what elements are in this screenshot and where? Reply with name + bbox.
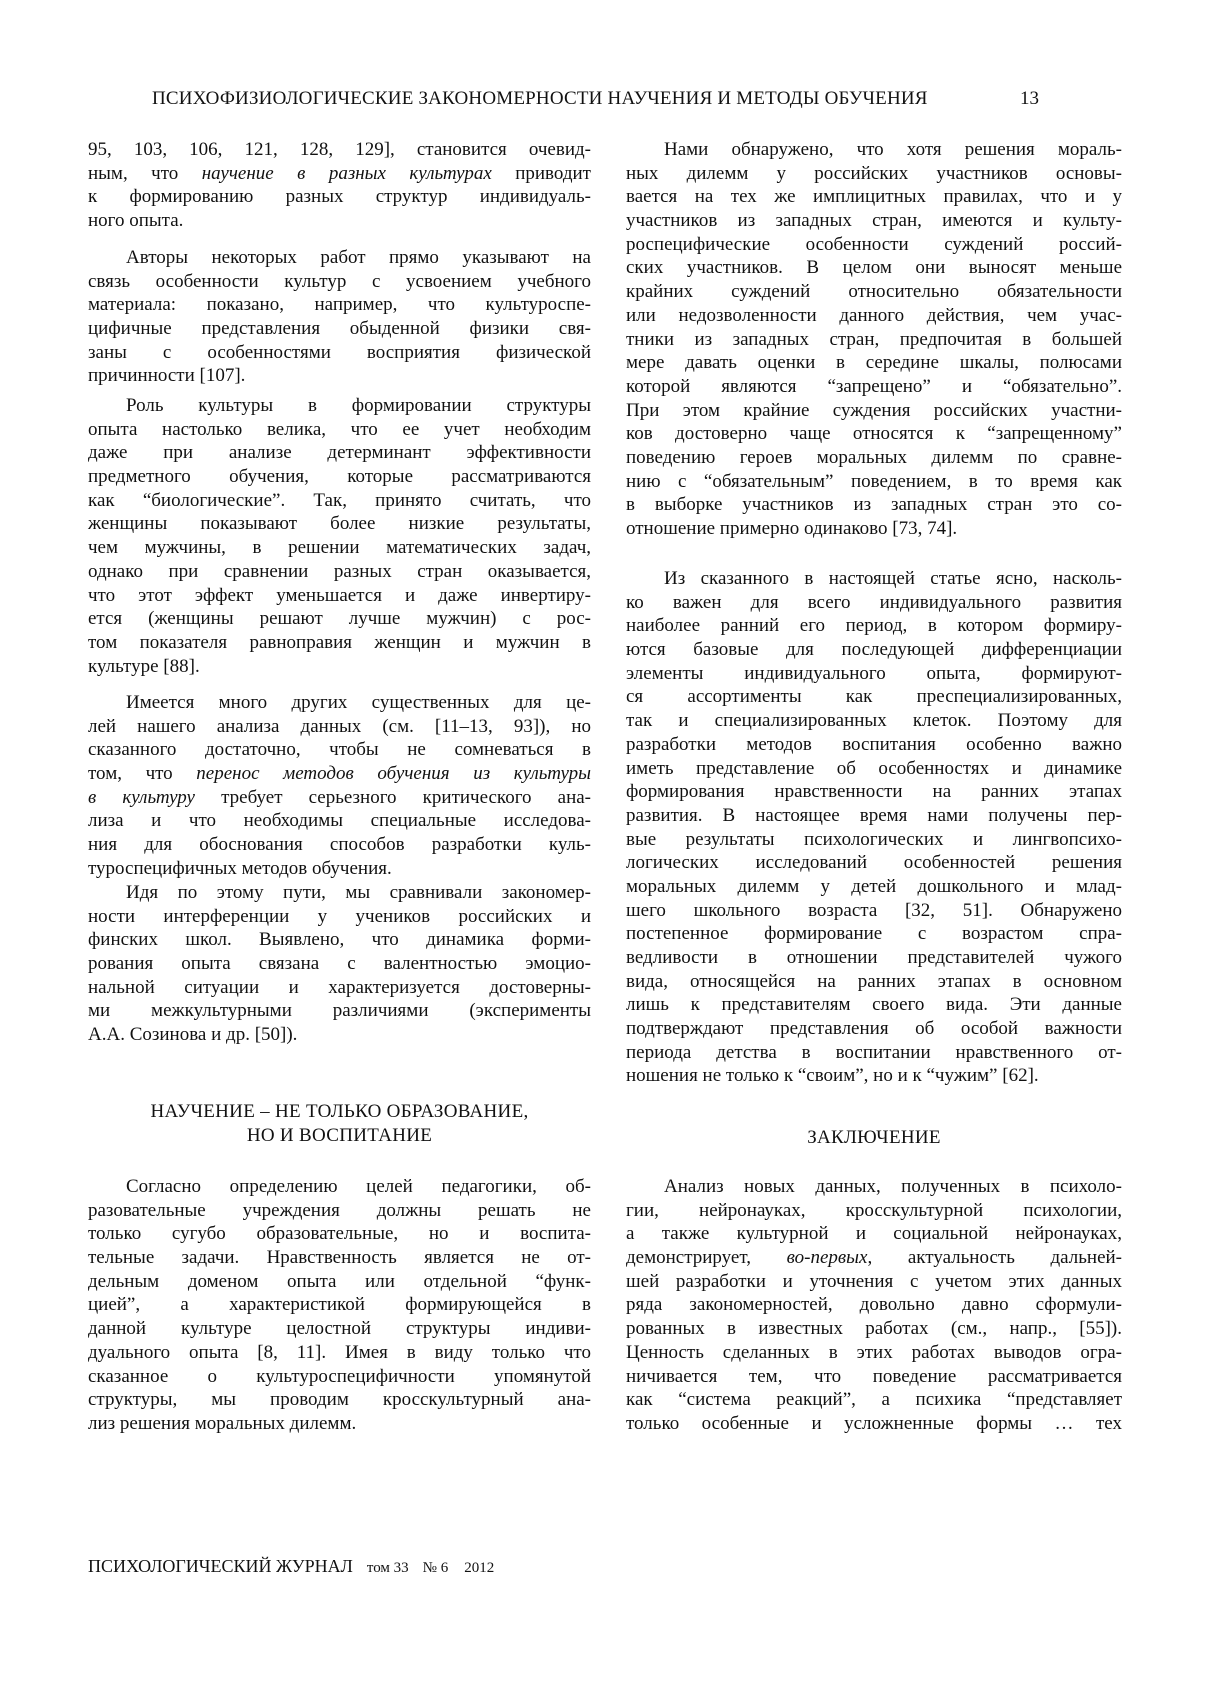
text-line xyxy=(88,1412,591,1436)
year: 2012 xyxy=(464,1560,495,1576)
text-line xyxy=(626,1341,1122,1365)
text-line xyxy=(626,399,1122,423)
text-line xyxy=(626,638,1122,662)
text-line xyxy=(626,662,1122,686)
text-segment: рования опыта связана с валентностью эмоцио- xyxy=(88,953,591,975)
text-segment: материала: показано, например, что культуроспе- xyxy=(88,294,591,316)
text-line xyxy=(88,584,591,608)
text-segment: в выборке участников из западных стран это со- xyxy=(626,494,1122,516)
text-line xyxy=(626,328,1122,352)
text-line xyxy=(626,1293,1122,1317)
text-segment: Ценность сделанных в этих работах выводов огра- xyxy=(626,1341,1122,1363)
text-line xyxy=(88,560,591,584)
text-segment: мере давать оценки в середине шкалы, полюсами xyxy=(626,352,1122,374)
text-segment: данной культуре целостной структуры индиви- xyxy=(88,1318,591,1340)
text-line xyxy=(626,1246,1122,1270)
heading-line: НАУЧЕНИЕ – НЕ ТОЛЬКО ОБРАЗОВАНИЕ, xyxy=(150,1101,529,1122)
text-line xyxy=(88,465,591,489)
text-line xyxy=(88,162,591,186)
text-line xyxy=(626,899,1122,923)
text-line xyxy=(626,709,1122,733)
text-segment: ведливости в отношении представителей чужого xyxy=(626,947,1122,968)
text-line xyxy=(88,364,591,388)
text-segment: Анализ новых данных, полученных в психоло- xyxy=(664,1176,1122,1197)
text-line xyxy=(88,341,591,365)
text-segment: опыта настолько велика, что ее учет необходим xyxy=(88,418,591,440)
text-line xyxy=(88,857,591,881)
text-segment: цией”, а характеристикой формирующейся в xyxy=(88,1294,591,1316)
section-heading-conclusion xyxy=(626,1126,1122,1150)
text-line xyxy=(626,1175,1122,1199)
text-segment: что этот эффект уменьшается и даже инвертиру- xyxy=(88,584,591,606)
text-line xyxy=(88,881,591,905)
footer xyxy=(88,1556,494,1577)
text-line xyxy=(626,993,1122,1017)
text-line xyxy=(88,394,591,418)
text-segment: предметного обучения, которые рассматриваются xyxy=(88,466,591,488)
text-line xyxy=(626,875,1122,899)
text-line xyxy=(626,162,1122,186)
text-line xyxy=(88,418,591,442)
text-segment: ряда закономерностей, довольно давно сформули- xyxy=(626,1294,1122,1316)
text-segment: Роль культуры в формировании структуры xyxy=(126,395,591,416)
text-segment: даже при анализе детерминант эффективности xyxy=(88,442,591,464)
text-segment: женщины показывают более низкие результаты, xyxy=(88,513,591,535)
text-segment: формирования нравственности на ранних этапах xyxy=(626,781,1122,803)
text-segment: Из сказанного в настоящей статье ясно, насколь- xyxy=(664,568,1122,589)
text-segment: ношения не только к “своим”, но и к “чужим” [62]. xyxy=(626,1065,1039,1087)
text-line xyxy=(626,233,1122,257)
text-segment: ко важен для всего индивидуального развития xyxy=(626,591,1122,613)
text-segment: лиз решения моральных дилемм. xyxy=(88,1412,357,1434)
text-segment: При этом крайние суждения российских участни- xyxy=(626,399,1122,421)
text-segment: а также культурной и социальной нейронауках, xyxy=(626,1223,1122,1245)
paragraph xyxy=(626,567,1122,1088)
text-line xyxy=(626,828,1122,852)
text-line xyxy=(626,804,1122,828)
text-segment: том показателя равноправия женщин и мужчин в xyxy=(88,631,591,653)
text-line xyxy=(88,928,591,952)
text-segment: 95, 103, 106, 121, 128, 129], становится очевид- xyxy=(88,139,591,160)
text-line xyxy=(626,422,1122,446)
text-segment: нальной ситуации и характеризуется достоверны- xyxy=(88,976,591,998)
text-line xyxy=(626,280,1122,304)
text-segment: ских участников. В целом они выносят меньше xyxy=(626,257,1122,279)
text-segment: ных дилемм у российских участников основы- xyxy=(626,162,1122,184)
text-segment: ются базовые для последующей дифференциации xyxy=(626,639,1122,661)
text-line xyxy=(626,780,1122,804)
text-line xyxy=(88,1341,591,1365)
text-line xyxy=(626,1317,1122,1341)
running-head: ПСИХОФИЗИОЛОГИЧЕСКИЕ ЗАКОНОМЕРНОСТИ НАУЧЕНИЯ И МЕТОДЫ ОБУЧЕНИЯ xyxy=(152,88,928,109)
paragraph xyxy=(88,394,591,678)
text-segment: логических исследований особенностей решения xyxy=(626,852,1122,874)
text-line xyxy=(626,256,1122,280)
text-line xyxy=(626,685,1122,709)
heading-line: НО И ВОСПИТАНИЕ xyxy=(246,1124,433,1146)
text-segment: приводит xyxy=(491,162,591,184)
text-segment: заны с особенностями восприятия физической xyxy=(88,341,591,363)
text-segment: шего школьного возраста [32, 51]. Обнаружено xyxy=(626,899,1122,921)
text-segment: к формированию разных структур индивидуаль- xyxy=(88,186,591,208)
text-segment: постепенное формирование с возрастом спра- xyxy=(626,923,1122,945)
italic-text: перенос методов обучения из культуры xyxy=(196,763,591,785)
text-line xyxy=(626,757,1122,781)
text-segment: ничивается тем, что поведение рассматривается xyxy=(626,1365,1122,1387)
text-segment: ми межкультурными различиями (эксперименты xyxy=(88,1000,591,1022)
text-line xyxy=(88,786,591,810)
text-line xyxy=(88,999,591,1023)
italic-text: во-первых xyxy=(786,1247,868,1269)
text-line xyxy=(626,185,1122,209)
text-line xyxy=(88,762,591,786)
text-segment: которой являются “запрещено” и “обязательно”. xyxy=(626,375,1122,397)
heading-line: ЗАКЛЮЧЕНИЕ xyxy=(807,1127,941,1148)
text-line xyxy=(88,631,591,655)
text-segment: Согласно определению целей педагогики, об- xyxy=(126,1176,591,1197)
text-segment: сказанное о культуроспецифичности упомянутой xyxy=(88,1365,591,1387)
text-line xyxy=(626,304,1122,328)
text-line xyxy=(88,715,591,739)
text-line xyxy=(88,246,591,270)
volume: том 33 xyxy=(366,1560,409,1576)
text-segment: лиза и что необходимы специальные исследова- xyxy=(88,810,591,832)
paragraph xyxy=(88,1175,591,1436)
text-line xyxy=(626,1199,1122,1223)
text-segment: Идя по этому пути, мы сравнивали закономер- xyxy=(126,882,591,903)
text-line xyxy=(626,1222,1122,1246)
text-line xyxy=(88,691,591,715)
text-segment: как “биологические”. Так, принято считать, что xyxy=(88,489,591,511)
text-segment: только сугубо образовательные, но и воспита- xyxy=(88,1223,591,1245)
text-segment: финских школ. Выявлено, что динамика форми- xyxy=(88,929,591,951)
text-segment: ния для обоснования способов разработки куль- xyxy=(88,834,591,856)
text-line xyxy=(626,1041,1122,1065)
text-segment: Имеется много других существенных для це- xyxy=(126,692,591,713)
text-line xyxy=(88,1293,591,1317)
text-line xyxy=(626,567,1122,591)
text-segment: отношение примерно одинаково [73, 74]. xyxy=(626,518,958,539)
text-segment: только особенные и усложненные формы … тех xyxy=(626,1412,1122,1434)
text-segment: лей нашего анализа данных (см. [11–13, 93]), но xyxy=(88,715,591,737)
text-segment: ется (женщины решают лучше мужчин) с рос- xyxy=(88,608,591,630)
text-line xyxy=(88,607,591,631)
text-line xyxy=(626,946,1122,970)
text-line xyxy=(88,976,591,1000)
text-line xyxy=(626,493,1122,517)
text-segment: структуры, мы проводим кросскультурный ана- xyxy=(88,1389,591,1411)
text-line xyxy=(88,536,591,560)
text-segment: дуального опыта [8, 11]. Имея в виду только что xyxy=(88,1341,591,1363)
text-segment: так и специализированных клеток. Поэтому для xyxy=(626,710,1122,732)
text-segment: чем мужчины, в решении математических задач, xyxy=(88,537,591,559)
italic-text: научение в разных культурах xyxy=(201,162,492,184)
text-line xyxy=(88,1365,591,1389)
text-segment: ков достоверно чаще относятся к “запрещенному” xyxy=(626,423,1122,445)
text-line xyxy=(88,1388,591,1412)
text-segment: как “система реакций”, а психика “представляет xyxy=(626,1389,1122,1411)
text-segment: ным, что xyxy=(88,162,202,184)
text-line xyxy=(626,1017,1122,1041)
text-segment: , актуальность дальней- xyxy=(867,1247,1123,1269)
text-segment: элементы индивидуального опыта, формируют- xyxy=(626,662,1122,684)
text-segment: рованных в известных работах (см., напр., [55]). xyxy=(626,1318,1122,1340)
text-line xyxy=(88,952,591,976)
text-line xyxy=(88,293,591,317)
text-line xyxy=(88,1199,591,1223)
text-line xyxy=(626,1365,1122,1389)
text-segment: Нами обнаружено, что хотя решения мораль- xyxy=(664,139,1122,160)
text-line xyxy=(88,1317,591,1341)
text-line xyxy=(88,512,591,536)
text-line xyxy=(626,1388,1122,1412)
text-line xyxy=(88,738,591,762)
text-segment: разработки методов воспитания особенно важно xyxy=(626,733,1122,755)
text-line xyxy=(626,1412,1122,1436)
text-line xyxy=(88,905,591,929)
text-line xyxy=(626,1064,1122,1088)
text-line xyxy=(626,851,1122,875)
text-segment: демонстрирует, xyxy=(626,1247,787,1269)
text-segment: ности интерференции у учеников российских и xyxy=(88,905,591,927)
text-segment: Авторы некоторых работ прямо указывают на xyxy=(126,247,591,268)
text-line xyxy=(626,351,1122,375)
text-line xyxy=(626,970,1122,994)
text-line xyxy=(88,317,591,341)
paragraph xyxy=(88,691,591,881)
text-line xyxy=(88,1023,591,1047)
paragraph xyxy=(88,246,591,388)
text-line xyxy=(88,1246,591,1270)
text-segment: моральных дилемм у детей дошкольного и млад- xyxy=(626,875,1122,897)
text-segment: требует серьезного критического ана- xyxy=(194,786,592,808)
journal-name: ПСИХОЛОГИЧЕСКИЙ ЖУРНАЛ xyxy=(88,1556,353,1576)
text-segment: тельные задачи. Нравственность является не от- xyxy=(88,1247,591,1269)
text-line xyxy=(88,185,591,209)
text-segment: цифичные представления обыденной физики свя- xyxy=(88,318,591,340)
text-segment: нию с “обязательным” поведением, в то время как xyxy=(626,470,1122,492)
text-segment: роспецифические особенности суждений россий- xyxy=(626,233,1122,255)
text-line xyxy=(626,138,1122,162)
text-line xyxy=(88,270,591,294)
issue: № 6 xyxy=(422,1560,449,1576)
paragraph xyxy=(88,881,591,1047)
page-number: 13 xyxy=(1020,88,1039,109)
text-line xyxy=(626,733,1122,757)
text-segment: иметь представление об особенностях и динамике xyxy=(626,757,1122,779)
text-segment: однако при сравнении разных стран оказывается, xyxy=(88,560,591,582)
italic-text: в культуру xyxy=(88,786,195,808)
text-segment: туроспецифичных методов обучения. xyxy=(88,857,392,879)
text-line xyxy=(626,517,1122,541)
text-segment: ного опыта. xyxy=(88,210,184,232)
text-segment: тники из западных стран, предпочитая в большей xyxy=(626,328,1122,350)
text-segment: лишь к представителям своего вида. Эти данные xyxy=(626,994,1122,1016)
text-segment: разовательные учреждения должны решать не xyxy=(88,1199,591,1221)
text-segment: дельным доменом опыта или отдельной “функ- xyxy=(88,1270,591,1292)
text-segment: причинности [107]. xyxy=(88,365,246,387)
paragraph xyxy=(626,1175,1122,1436)
text-line xyxy=(88,138,591,162)
text-line xyxy=(88,1270,591,1294)
text-line xyxy=(88,833,591,857)
text-line xyxy=(626,591,1122,615)
text-line xyxy=(626,614,1122,638)
text-segment: поведению героев моральных дилемм по сравне- xyxy=(626,446,1122,468)
text-segment: шей разработки и уточнения с учетом этих данных xyxy=(626,1270,1122,1292)
text-segment: сказанного достаточно, чтобы не сомневаться в xyxy=(88,739,591,761)
text-segment: периода детства в воспитании нравственного от- xyxy=(626,1041,1122,1063)
text-segment: крайних суждений относительно обязательности xyxy=(626,281,1122,303)
text-segment: вида, относящейся на ранних этапах в основном xyxy=(626,970,1122,992)
text-line xyxy=(626,470,1122,494)
text-segment: участников из западных стран, имеются и культу- xyxy=(626,210,1122,232)
paragraph xyxy=(88,138,591,233)
text-segment: вые результаты психологических и лингвопсихо- xyxy=(626,828,1122,850)
text-line xyxy=(88,441,591,465)
section-heading-upbringing xyxy=(88,1100,591,1147)
text-line xyxy=(88,1175,591,1199)
text-segment: наиболее ранний его период, в котором формиру- xyxy=(626,615,1122,637)
text-line xyxy=(88,489,591,513)
text-line xyxy=(626,209,1122,233)
text-segment: А.А. Созинова и др. [50]). xyxy=(88,1024,298,1046)
text-segment: развития. В настоящее время нами получены пер- xyxy=(626,804,1122,826)
text-line xyxy=(88,209,591,233)
text-line xyxy=(88,809,591,833)
text-line xyxy=(626,375,1122,399)
text-segment: гии, нейронауках, кросскультурной психологии, xyxy=(626,1199,1122,1221)
text-segment: том, что xyxy=(88,763,197,785)
text-line xyxy=(626,922,1122,946)
text-line xyxy=(626,1270,1122,1294)
text-segment: вается на тех же имплицитных правилах, что и у xyxy=(626,186,1122,208)
text-line xyxy=(88,655,591,679)
text-line xyxy=(626,446,1122,470)
text-segment: ся ассортименты как преспециализированных, xyxy=(626,686,1122,708)
text-line xyxy=(88,1222,591,1246)
text-segment: подтверждают представления об особой важности xyxy=(626,1018,1122,1040)
text-segment: культуре [88]. xyxy=(88,655,200,677)
text-segment: или недозволенности данного действия, чем учас- xyxy=(626,304,1122,326)
paragraph xyxy=(626,138,1122,541)
text-segment: связь особенности культур с усвоением учебного xyxy=(88,270,591,292)
